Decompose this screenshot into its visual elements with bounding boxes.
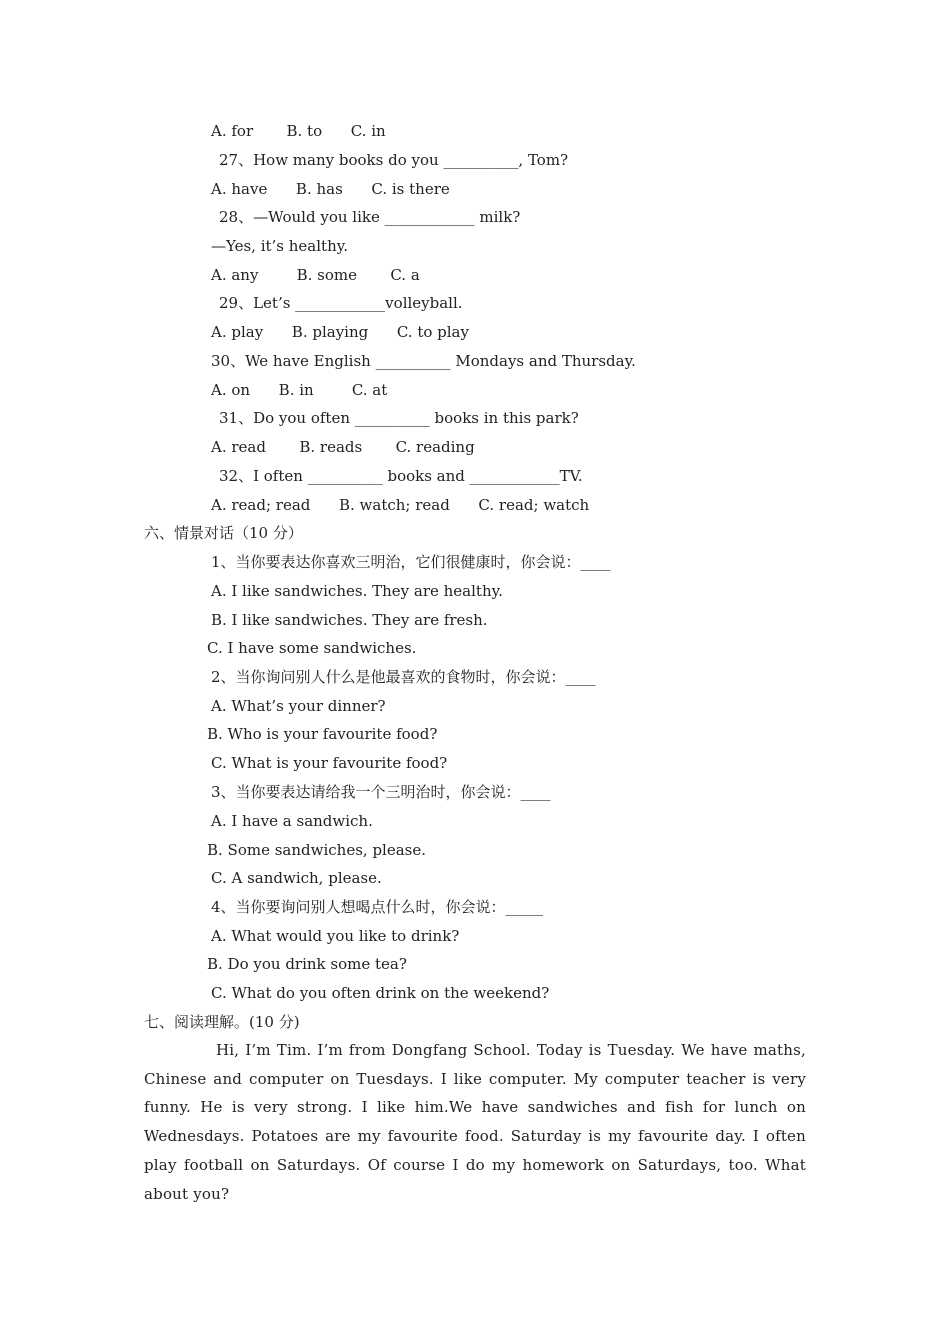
q28-options: A. any B. some C. a <box>211 266 420 284</box>
dialog-q1-option-b: B. I like sandwiches. They are fresh. <box>211 611 488 629</box>
q30-stem: 30、We have English __________ Mondays and Thursday. <box>211 352 636 370</box>
q28-stem-reply: —Yes, it’s healthy. <box>211 237 348 255</box>
q31-stem: 31、Do you often __________ books in this park? <box>219 409 579 427</box>
q29-stem: 29、Let’s ____________volleyball. <box>219 294 463 312</box>
dialog-q1-option-c: C. I have some sandwiches. <box>207 639 417 657</box>
q31-options: A. read B. reads C. reading <box>211 438 475 456</box>
q27-options: A. have B. has C. is there <box>211 180 450 198</box>
dialog-q2-option-c: C. What is your favourite food? <box>211 754 448 772</box>
q27-stem: 27、How many books do you __________, Tom? <box>219 151 569 169</box>
dialog-q2: 2、当你询问别人什么是他最喜欢的食物时，你会说：____ <box>211 668 596 686</box>
dialog-q2-option-a: A. What’s your dinner? <box>211 697 386 715</box>
dialog-q4-option-c: C. What do you often drink on the weekend? <box>211 984 550 1002</box>
section7-heading: 七、阅读理解。(10 分) <box>144 1013 300 1031</box>
q32-stem: 32、I often __________ books and ____________TV. <box>219 467 583 485</box>
dialog-q2-option-b: B. Who is your favourite food? <box>207 725 438 743</box>
q29-options: A. play B. playing C. to play <box>211 323 469 341</box>
q28-stem: 28、—Would you like ____________ milk? <box>219 208 521 226</box>
section6-heading: 六、情景对话（10 分） <box>144 524 303 542</box>
dialog-q4-option-b: B. Do you drink some tea? <box>207 955 407 973</box>
q26-options: A. for B. to C. in <box>211 122 386 140</box>
dialog-q4: 4、当你要询问别人想喝点什么时，你会说：_____ <box>211 898 544 916</box>
reading-passage: Hi, I’m Tim. I’m from Dongfang School. Today is Tuesday. We have maths, Chinese and computer on Tuesdays. I like computer. My computer teacher is very funny. He is very strong. I like him.We have sandwiches and fish for lunch on Wednesdays. Potatoes are my favourite food. Saturday is my favourite day. I often play football on Saturdays. Of course I do my homework on Saturdays, too. What about you? <box>144 1041 806 1203</box>
dialog-q4-option-a: A. What would you like to drink? <box>211 927 460 945</box>
q30-options: A. on B. in C. at <box>211 381 388 399</box>
dialog-q1-option-a: A. I like sandwiches. They are healthy. <box>211 582 503 600</box>
q32-options: A. read; read B. watch; read C. read; watch <box>211 496 590 514</box>
dialog-q3-option-c: C. A sandwich, please. <box>211 869 382 887</box>
dialog-q3: 3、当你要表达请给我一个三明治时，你会说：____ <box>211 783 551 801</box>
dialog-q3-option-b: B. Some sandwiches, please. <box>207 841 427 859</box>
dialog-q1: 1、当你要表达你喜欢三明治，它们很健康时，你会说：____ <box>211 553 611 571</box>
dialog-q3-option-a: A. I have a sandwich. <box>211 812 373 830</box>
